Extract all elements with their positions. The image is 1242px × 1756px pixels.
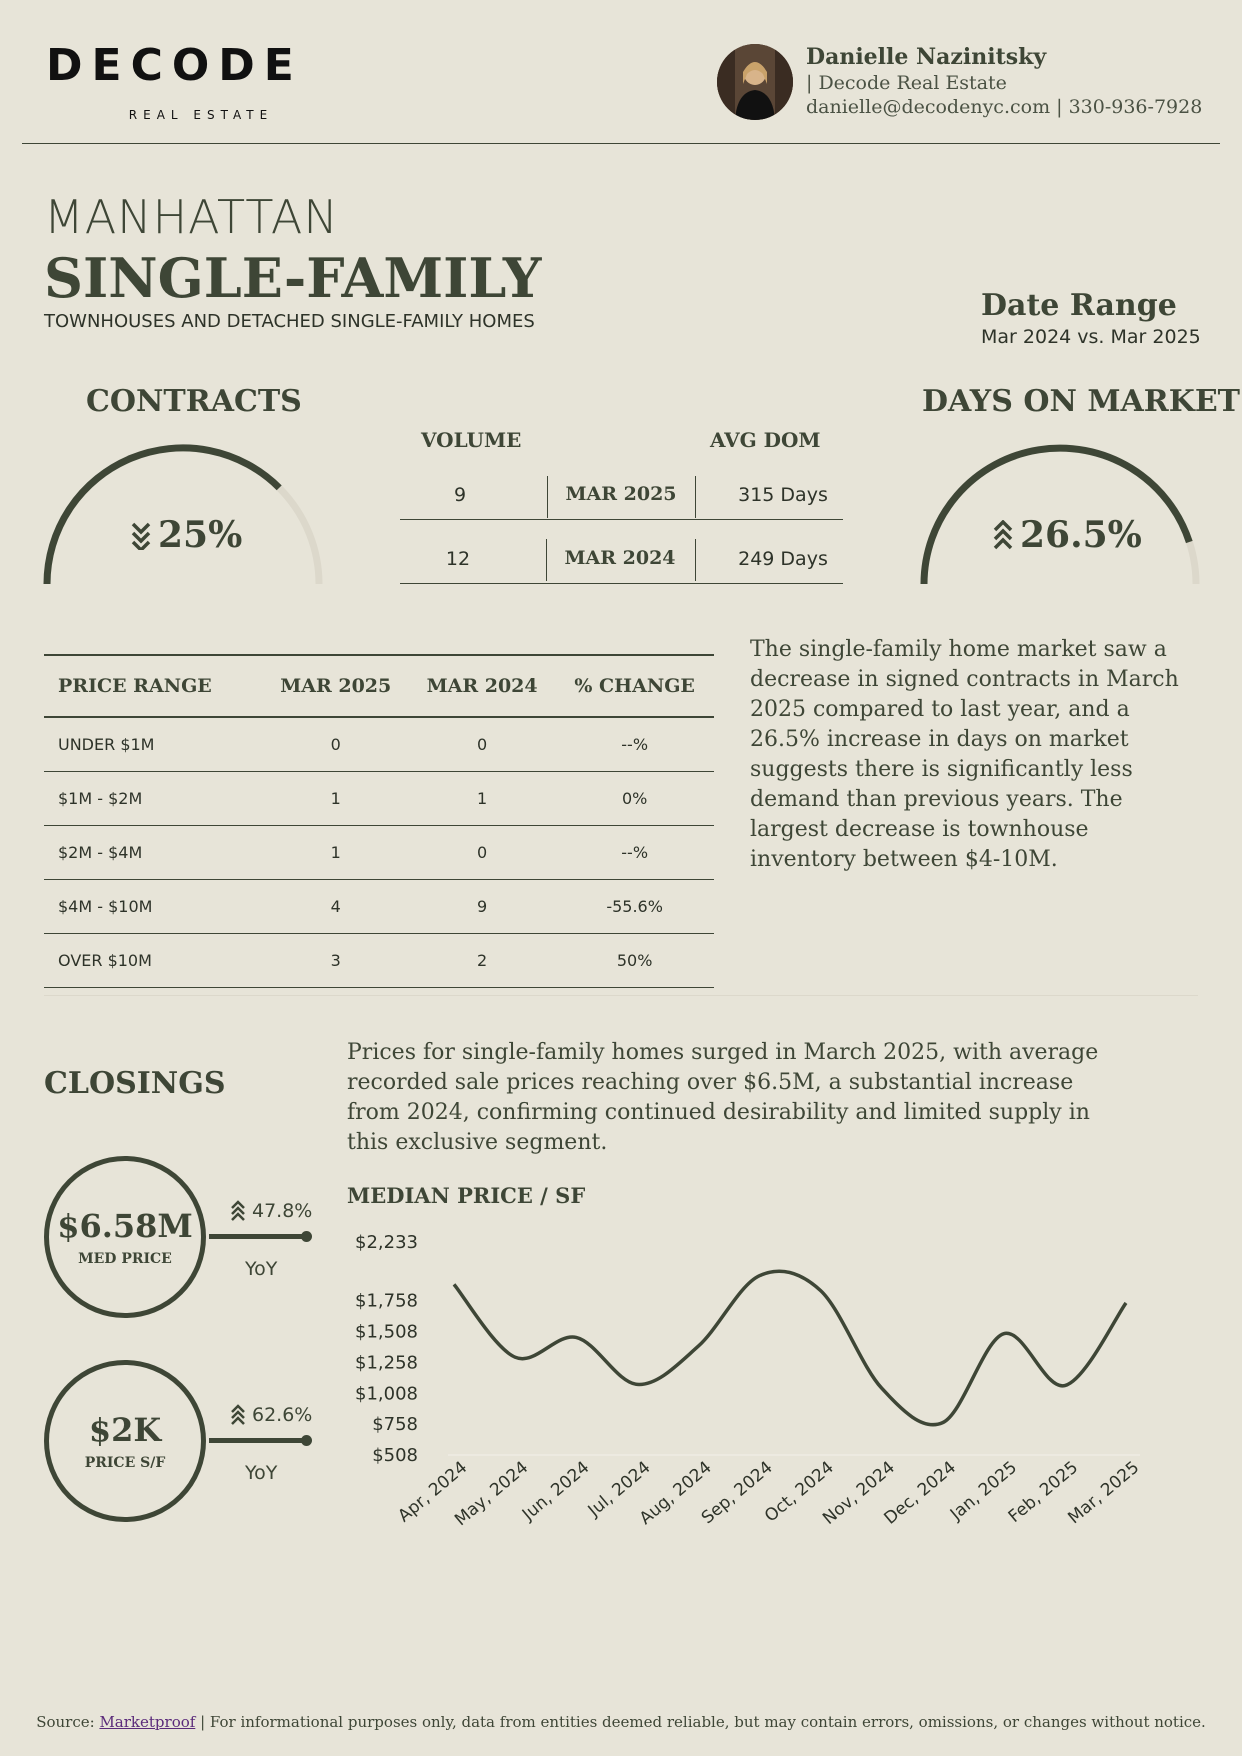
med-price-change bbox=[230, 1200, 312, 1222]
contracts-summary: The single-family home market saw a decrease in signed contracts in March 2025 compared to last year, and a 26.5% increase in days on market suggests there is significantly less demand than previous years. The largest decrease is townhouse inventory between $4-10M. bbox=[750, 637, 1179, 872]
table-cell: -55.6% bbox=[555, 880, 714, 934]
date-range-title: Date Range bbox=[981, 288, 1177, 323]
dom-row-2024: 249 Days bbox=[738, 548, 828, 570]
volume-row-divider bbox=[400, 519, 843, 520]
table-header: MAR 2025 bbox=[263, 655, 409, 717]
segment-title: SINGLE-FAMILY bbox=[44, 246, 542, 310]
table-cell: 0 bbox=[409, 717, 555, 772]
table-header-row bbox=[44, 655, 714, 717]
y-tick-label: $2,233 bbox=[355, 1232, 418, 1253]
x-tick-label: Mar, 2025 bbox=[1064, 1457, 1144, 1529]
brand-tagline: REAL ESTATE bbox=[128, 108, 274, 122]
table-row bbox=[44, 880, 714, 934]
volume-row-divider bbox=[400, 583, 843, 584]
x-tick-label: Jul, 2024 bbox=[584, 1457, 655, 1521]
price-range-table bbox=[44, 654, 714, 988]
header-divider bbox=[22, 143, 1220, 144]
contracts-title: CONTRACTS bbox=[86, 384, 302, 419]
y-tick-label: $1,008 bbox=[355, 1383, 418, 1405]
price-sf-label: PRICE S/F bbox=[84, 1455, 166, 1471]
agent-company: | Decode Real Estate bbox=[806, 72, 1007, 94]
table-cell: --% bbox=[555, 826, 714, 880]
price-sf-change-value: 62.6% bbox=[252, 1404, 313, 1426]
table-cell: $4M - $10M bbox=[44, 880, 263, 934]
table-cell: 4 bbox=[263, 880, 409, 934]
x-tick-label: Sep, 2024 bbox=[697, 1457, 777, 1529]
med-price-connector-dot bbox=[301, 1231, 312, 1242]
x-tick-label: Aug, 2024 bbox=[635, 1457, 716, 1529]
period-row-2024: MAR 2024 bbox=[564, 547, 676, 569]
chevrons-up-icon bbox=[992, 520, 1014, 550]
price-sf-value: $2K bbox=[88, 1411, 162, 1449]
table-cell: 2 bbox=[409, 934, 555, 988]
volume-row-2025: 9 bbox=[453, 484, 467, 506]
closings-title: CLOSINGS bbox=[44, 1066, 226, 1101]
price-sf-connector bbox=[209, 1438, 305, 1443]
table-cell: 3 bbox=[263, 934, 409, 988]
footer-source-label: Source: bbox=[36, 1713, 95, 1731]
brand-logo bbox=[46, 40, 356, 122]
y-tick-label: $1,758 bbox=[355, 1290, 418, 1312]
closings-summary: Prices for single-family homes surged in March 2025, with average recorded sale prices reaching over $6.5M, a substantial increase from 2024, confirming continued desirability and limited supply in this exclusive segment. bbox=[347, 1040, 1099, 1155]
price-sf-period: YoY bbox=[245, 1462, 278, 1484]
dom-title: DAYS ON MARKET bbox=[922, 384, 1241, 419]
agent-name: Danielle Nazinitsky bbox=[806, 44, 1047, 70]
chevrons-up-icon bbox=[230, 1404, 246, 1426]
avatar-photo bbox=[717, 44, 793, 120]
volume-col-header: VOLUME bbox=[421, 428, 522, 452]
table-cell: 1 bbox=[263, 772, 409, 826]
footer-disclaimer: | For informational purposes only, data from entities deemed reliable, but may contain errors, omissions, or changes without notice. bbox=[200, 1713, 1206, 1731]
period-row-2025: MAR 2025 bbox=[565, 483, 677, 505]
x-tick-label: Jan, 2025 bbox=[946, 1457, 1022, 1525]
series-line bbox=[454, 1271, 1126, 1424]
dom-change-value: 26.5% bbox=[1020, 514, 1142, 556]
volume-col-divider bbox=[695, 539, 696, 581]
table-row bbox=[44, 934, 714, 988]
table-cell: OVER $10M bbox=[44, 934, 263, 988]
y-tick-label: $1,258 bbox=[355, 1352, 418, 1374]
med-price-value: $6.58M bbox=[57, 1207, 193, 1245]
volume-row-2024: 12 bbox=[445, 548, 471, 570]
table-cell: $1M - $2M bbox=[44, 772, 263, 826]
table-cell: 9 bbox=[409, 880, 555, 934]
med-price-change-value: 47.8% bbox=[252, 1200, 313, 1222]
table-cell: 0 bbox=[263, 717, 409, 772]
price-sf-circle bbox=[44, 1360, 206, 1522]
area-title: MANHATTAN bbox=[44, 190, 339, 244]
date-range-value: Mar 2024 vs. Mar 2025 bbox=[981, 326, 1201, 348]
table-cell: 0% bbox=[555, 772, 714, 826]
x-tick-label: Jun, 2024 bbox=[518, 1457, 594, 1525]
dom-col-header: AVG DOM bbox=[710, 428, 821, 452]
volume-col-divider bbox=[547, 476, 548, 518]
segment-subtitle: TOWNHOUSES AND DETACHED SINGLE-FAMILY HOMES bbox=[44, 311, 535, 332]
y-tick-label: $508 bbox=[372, 1445, 418, 1466]
table-cell: 50% bbox=[555, 934, 714, 988]
price-sf-connector-dot bbox=[301, 1435, 312, 1446]
table-header: MAR 2024 bbox=[409, 655, 555, 717]
table-cell: 1 bbox=[263, 826, 409, 880]
dom-row-2025: 315 Days bbox=[738, 484, 828, 506]
x-tick-label: May, 2024 bbox=[451, 1457, 533, 1531]
brand-name: DECODE bbox=[46, 40, 303, 91]
table-cell: UNDER $1M bbox=[44, 717, 263, 772]
dom-change bbox=[992, 514, 1142, 556]
table-cell: 0 bbox=[409, 826, 555, 880]
med-price-connector bbox=[209, 1234, 305, 1239]
x-tick-label: Oct, 2024 bbox=[760, 1457, 838, 1527]
table-cell: 1 bbox=[409, 772, 555, 826]
median-price-chart bbox=[340, 1220, 1170, 1540]
x-tick-label: Dec, 2024 bbox=[880, 1457, 960, 1529]
chevrons-up-icon bbox=[230, 1200, 246, 1222]
x-tick-label: Apr, 2024 bbox=[394, 1457, 472, 1527]
table-row bbox=[44, 717, 714, 772]
footer-source-link[interactable]: Marketproof bbox=[99, 1713, 196, 1731]
x-tick-label: Feb, 2025 bbox=[1004, 1457, 1083, 1527]
agent-contact[interactable]: danielle@decodenyc.com | 330-936-7928 bbox=[806, 96, 1203, 118]
y-tick-label: $1,508 bbox=[355, 1321, 418, 1343]
med-price-label: MED PRICE bbox=[78, 1251, 172, 1267]
table-row bbox=[44, 772, 714, 826]
table-cell: $2M - $4M bbox=[44, 826, 263, 880]
med-price-circle bbox=[44, 1156, 206, 1318]
volume-col-divider bbox=[695, 476, 696, 518]
footer bbox=[0, 1713, 1242, 1731]
section-divider bbox=[44, 995, 1198, 996]
volume-col-divider bbox=[546, 539, 547, 581]
chart-title: MEDIAN PRICE / SF bbox=[347, 1183, 586, 1208]
table-cell: --% bbox=[555, 717, 714, 772]
agent-avatar bbox=[717, 44, 793, 120]
contracts-change bbox=[130, 514, 242, 556]
table-header: % CHANGE bbox=[555, 655, 714, 717]
table-header: PRICE RANGE bbox=[44, 655, 263, 717]
table-row bbox=[44, 826, 714, 880]
x-tick-label: Nov, 2024 bbox=[819, 1457, 899, 1529]
med-price-period: YoY bbox=[245, 1258, 278, 1280]
contracts-change-value: 25% bbox=[158, 514, 243, 556]
price-sf-change bbox=[230, 1404, 312, 1426]
y-tick-label: $758 bbox=[372, 1414, 418, 1436]
chevrons-down-icon bbox=[130, 520, 152, 550]
